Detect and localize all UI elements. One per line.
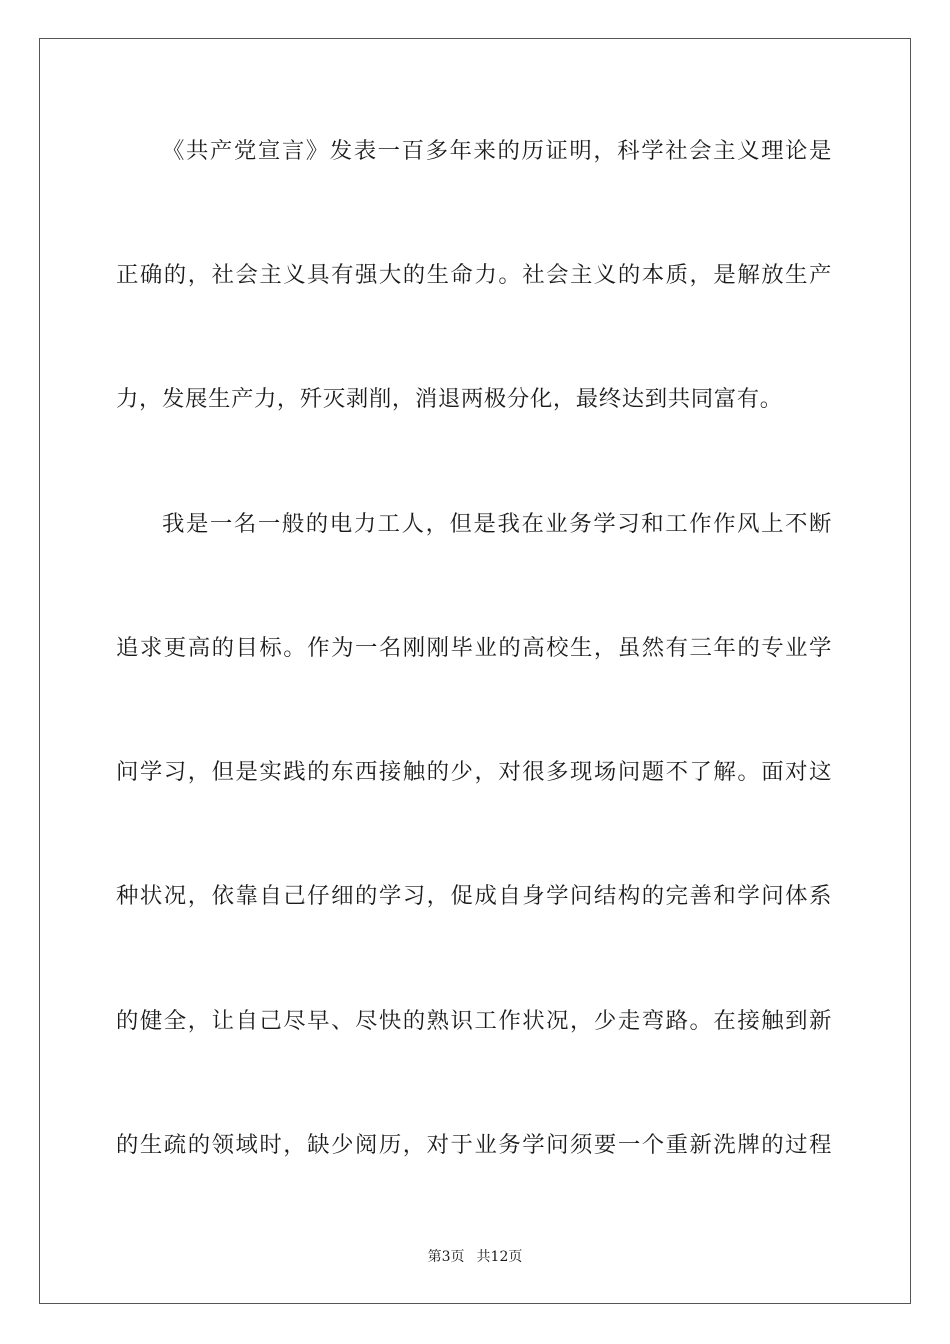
text-line-2: 正确的，社会主义具有强大的生命力。社会主义的本质，是解放生产	[116, 262, 832, 288]
text-line-9: 的生疏的领域时，缺少阅历，对于业务学问须要一个重新洗牌的过程	[116, 1132, 832, 1158]
text-line-3: 力，发展生产力，歼灭剥削，消退两极分化，最终达到共同富有。	[116, 386, 783, 412]
text-line-8: 的健全，让自己尽早、尽快的熟识工作状况，少走弯路。在接触到新	[116, 1008, 832, 1034]
page-frame	[39, 38, 911, 1304]
text-line-6: 问学习，但是实践的东西接触的少，对很多现场问题不了解。面对这	[116, 759, 832, 785]
text-line-1: 《共产党宣言》发表一百多年来的历证明，科学社会主义理论是	[162, 138, 832, 164]
text-line-4: 我是一名一般的电力工人，但是我在业务学习和工作作风上不断	[162, 511, 832, 537]
page-number-current: 第3页	[427, 1249, 465, 1265]
page-footer	[0, 1248, 950, 1266]
text-line-5: 追求更高的目标。作为一名刚刚毕业的高校生，虽然有三年的专业学	[116, 635, 832, 661]
text-line-7: 种状况，依靠自己仔细的学习，促成自身学问结构的完善和学问体系	[116, 883, 832, 909]
page-number-total: 共12页	[476, 1249, 523, 1265]
